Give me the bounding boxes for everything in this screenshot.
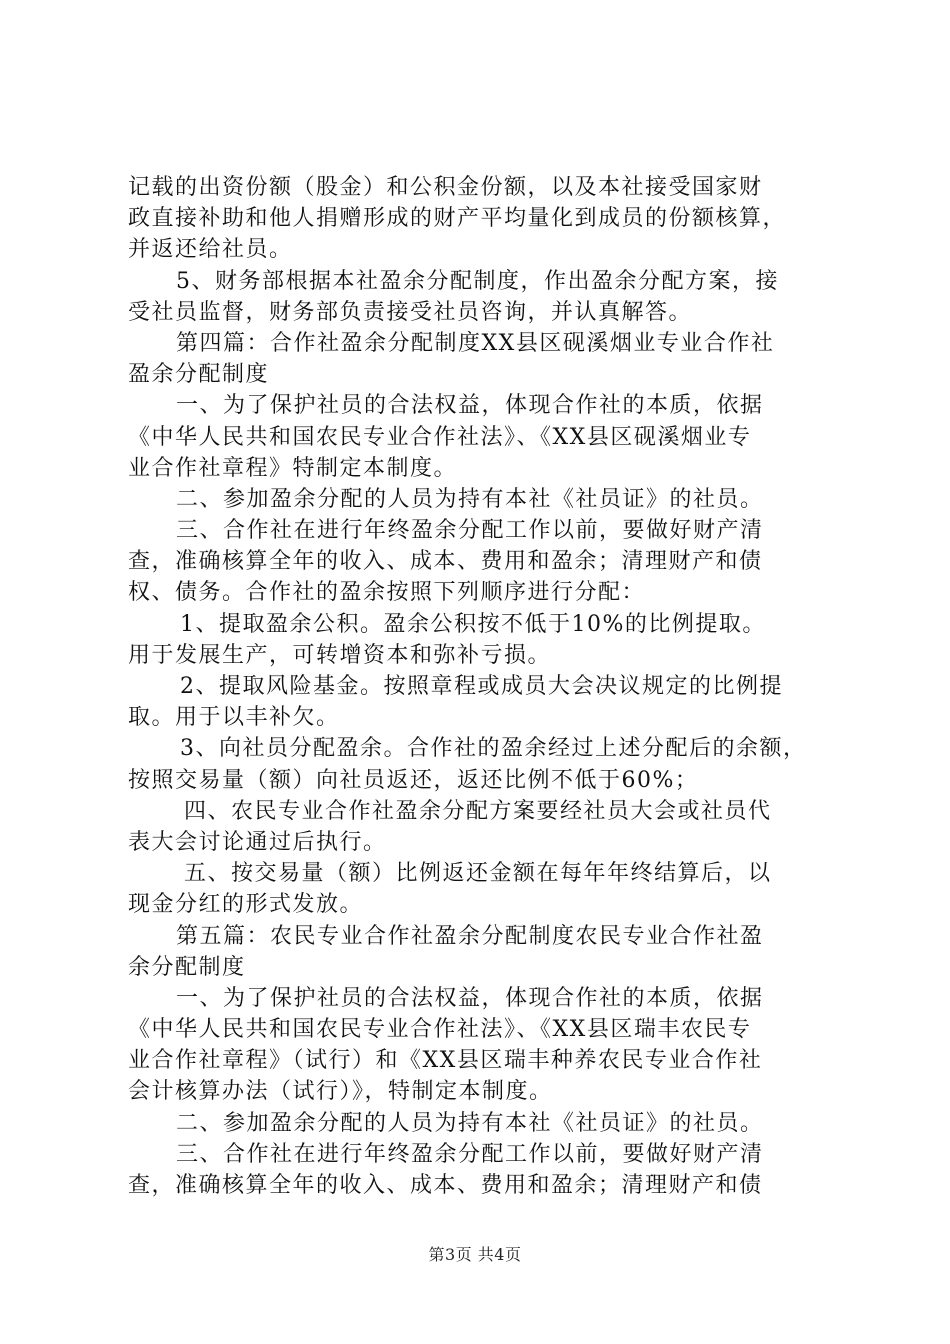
text-line: 记载的出资份额（股金）和公积金份额，以及本社接受国家财 [128,175,763,200]
text-line: 2、提取风险基金。按照章程或成员大会决议规定的比例提 [180,674,783,699]
text-line: 三、合作社在进行年终盈余分配工作以前，要做好财产清 [176,518,764,544]
text-line: 四、农民专业合作社盈余分配方案要经社员大会或社员代 [184,798,772,824]
text-line: 取。用于以丰补欠。 [128,705,340,731]
text-line: 二、参加盈余分配的人员为持有本社《社员证》的社员。 [176,1110,764,1136]
text-line: 一、为了保护社员的合法权益，体现合作社的本质，依据 [176,985,764,1011]
text-line: 五、按交易量（额）比例返还金额在每年年终结算后，以 [184,861,772,887]
text-line: 5、财务部根据本社盈余分配制度，作出盈余分配方案，接 [176,268,779,294]
section-heading: 第四篇：合作社盈余分配制度XX县区砚溪烟业专业合作社 [176,330,775,356]
text-line: 查，准确核算全年的收入、成本、费用和盈余；清理财产和债 [128,549,763,575]
text-line: 业合作社章程》特制定本制度。 [128,455,458,481]
text-line: 3、向社员分配盈余。合作社的盈余经过上述分配后的余额， [180,736,807,762]
section-heading-cont: 余分配制度 [128,954,246,980]
document-body [128,172,840,1201]
section-heading: 第五篇：农民专业合作社盈余分配制度农民专业合作社盈 [176,923,764,949]
text-line: 用于发展生产，可转增资本和弥补亏损。 [128,642,552,668]
text-line: 政直接补助和他人捐赠形成的财产平均量化到成员的份额核算， [128,206,787,232]
text-line: 表大会讨论通过后执行。 [128,829,387,855]
text-line: 《中华人民共和国农民专业合作社法》、《XX县区砚溪烟业专 [128,424,752,450]
text-line: 一、为了保护社员的合法权益，体现合作社的本质，依据 [176,393,764,419]
text-line: 三、合作社在进行年终盈余分配工作以前，要做好财产清 [176,1141,764,1167]
text-line: 按照交易量（额）向社员返还，返还比例不低于60%； [128,767,699,793]
text-line: 现金分红的形式发放。 [128,892,364,918]
text-line: 1、提取盈余公积。盈余公积按不低于10%的比例提取。 [180,611,766,637]
text-line: 权、债务。合作社的盈余按照下列顺序进行分配： [128,580,646,606]
text-line: 并返还给社员。 [128,237,293,263]
text-line: 会计核算办法（试行）》，特制定本制度。 [128,1079,553,1105]
section-heading-cont: 盈余分配制度 [128,362,270,388]
text-line: 查，准确核算全年的收入、成本、费用和盈余；清理财产和债 [128,1173,763,1198]
text-line: 二、参加盈余分配的人员为持有本社《社员证》的社员。 [176,486,764,512]
text-line: 业合作社章程》（试行）和《XX县区瑞丰种养农民专业合作社 [128,1048,763,1074]
text-line: 《中华人民共和国农民专业合作社法》、《XX县区瑞丰农民专 [128,1017,752,1043]
page-footer: 第3页 共4页 [428,1245,522,1264]
text-line: 受社员监督，财务部负责接受社员咨询，并认真解答。 [128,299,693,325]
